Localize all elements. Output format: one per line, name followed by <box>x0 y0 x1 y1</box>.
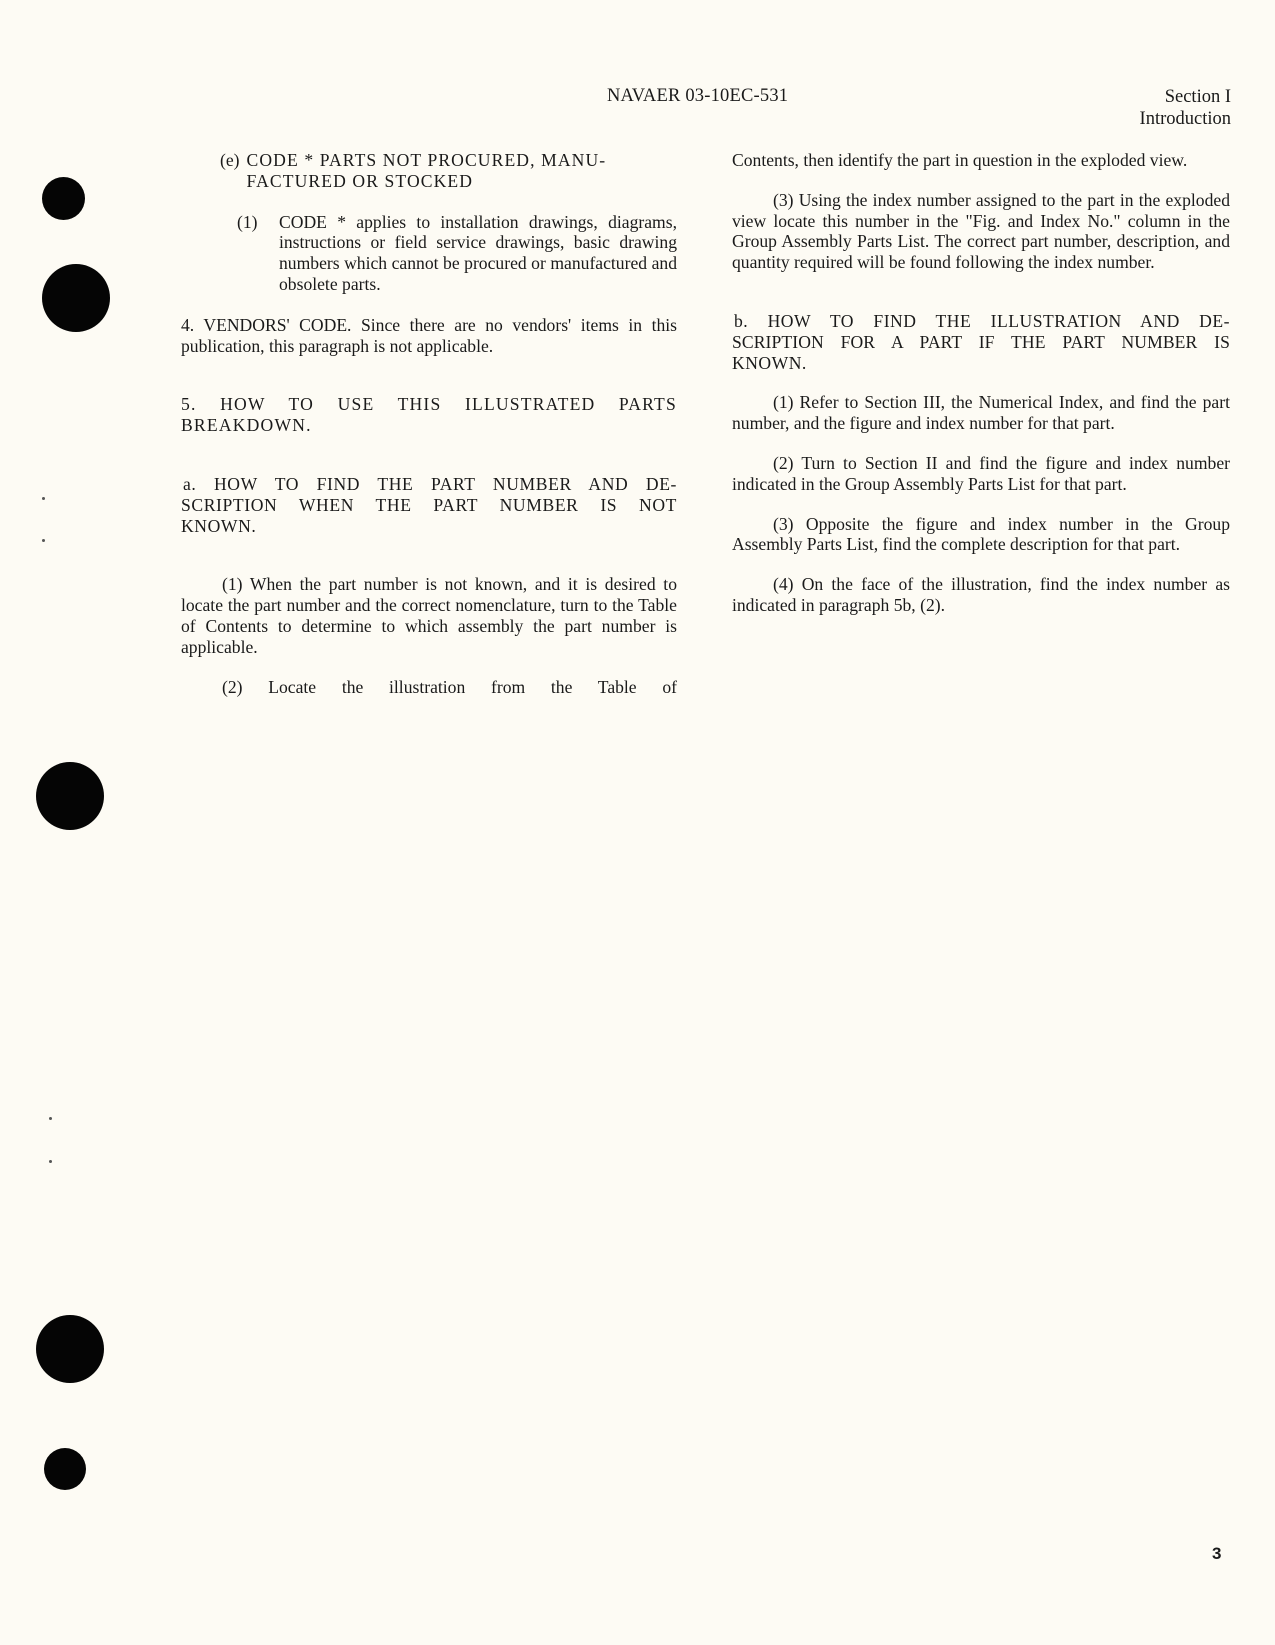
para-5a-step-2-end: Contents, then identify the part in question in the exploded view. <box>732 150 1188 170</box>
para-5-heading: 5. HOW TO USE THIS ILLUSTRATED PARTS BREAKDOWN. <box>181 394 677 436</box>
para-e-heading <box>220 150 677 192</box>
binder-hole <box>42 177 85 220</box>
page-number: 3 <box>1212 1544 1222 1563</box>
para-5a-heading-line3: KNOWN. <box>181 515 257 536</box>
scan-speck <box>49 1117 52 1120</box>
para-5a-heading <box>181 474 677 536</box>
para-e-label: (e) <box>220 150 240 170</box>
para-5a-heading-line2: SCRIPTION WHEN THE PART NUMBER IS NOT <box>181 494 677 515</box>
para-5b-heading-line2: SCRIPTION FOR A PART IF THE PART NUMBER IS <box>732 331 1230 352</box>
scan-speck <box>42 497 45 500</box>
para-5b-step-3: (3) Opposite the figure and index number in the Group Assembly Parts List, find the complete description for that part. <box>732 513 1230 555</box>
binder-hole <box>42 264 110 332</box>
binder-hole <box>44 1448 86 1490</box>
binder-hole <box>36 1315 104 1383</box>
para-e-heading-line2: FACTURED OR STOCKED <box>246 170 474 191</box>
para-5b-heading-line3: KNOWN. <box>732 352 807 373</box>
right-column <box>732 150 1230 616</box>
para-e-sub-1-label: (1) <box>237 211 258 232</box>
para-5b-step-1: (1) Refer to Section III, the Numerical Index, and find the part number, and the figure and index number for that part. <box>732 392 1230 434</box>
para-5b-heading-line1: b. HOW TO FIND THE ILLUSTRATION AND DE- <box>734 310 1230 331</box>
para-5a-heading-line1: a. HOW TO FIND THE PART NUMBER AND DE- <box>183 473 677 494</box>
para-e-heading-row <box>220 150 677 192</box>
para-5b-heading <box>732 311 1230 373</box>
binder-hole <box>36 762 104 830</box>
section-label: Section I <box>1164 87 1231 107</box>
para-5a-step-1: (1) When the part number is not known, and it is desired to locate the part number and the correct nomenclature, turn to the Table of Contents to determine to which assembly the part number is applicable. <box>181 574 677 657</box>
para-5b-step-2: (2) Turn to Section II and find the figure and index number indicated in the Group Assembly Parts List for that part. <box>732 452 1230 494</box>
para-5b-step-4: (4) On the face of the illustration, find the index number as indicated in paragraph 5b, (2). <box>732 574 1230 615</box>
section-header <box>1140 86 1231 130</box>
scan-speck <box>42 539 45 542</box>
para-e-heading-lines <box>247 150 607 192</box>
para-e-sub-1-text: CODE * applies to installation drawings, diagrams, instructions or field service drawings, basic drawing numbers which cannot be procured or manufactured and obsolete parts. <box>279 211 677 294</box>
section-title: Introduction <box>1139 109 1231 129</box>
left-column <box>181 150 677 697</box>
para-4-vendors-code: 4. VENDORS' CODE. Since there are no vendors' items in this publication, this paragraph is not applicable. <box>181 314 677 356</box>
document-number: NAVAER 03-10EC-531 <box>607 86 789 106</box>
para-e-sub-1 <box>237 212 677 295</box>
scan-speck <box>49 1160 52 1163</box>
para-5a-step-3: (3) Using the index number assigned to the part in the exploded view locate this number in the "Fig. and Index No." column in the Group Assembly Parts List. The correct part number, description, and quantity required will be found following the index number. <box>732 189 1230 273</box>
para-e-heading-line1: CODE * PARTS NOT PROCURED, MANU- <box>246 150 607 170</box>
para-5a-step-2-start: (2) Locate the illustration from the Table of <box>222 676 677 697</box>
